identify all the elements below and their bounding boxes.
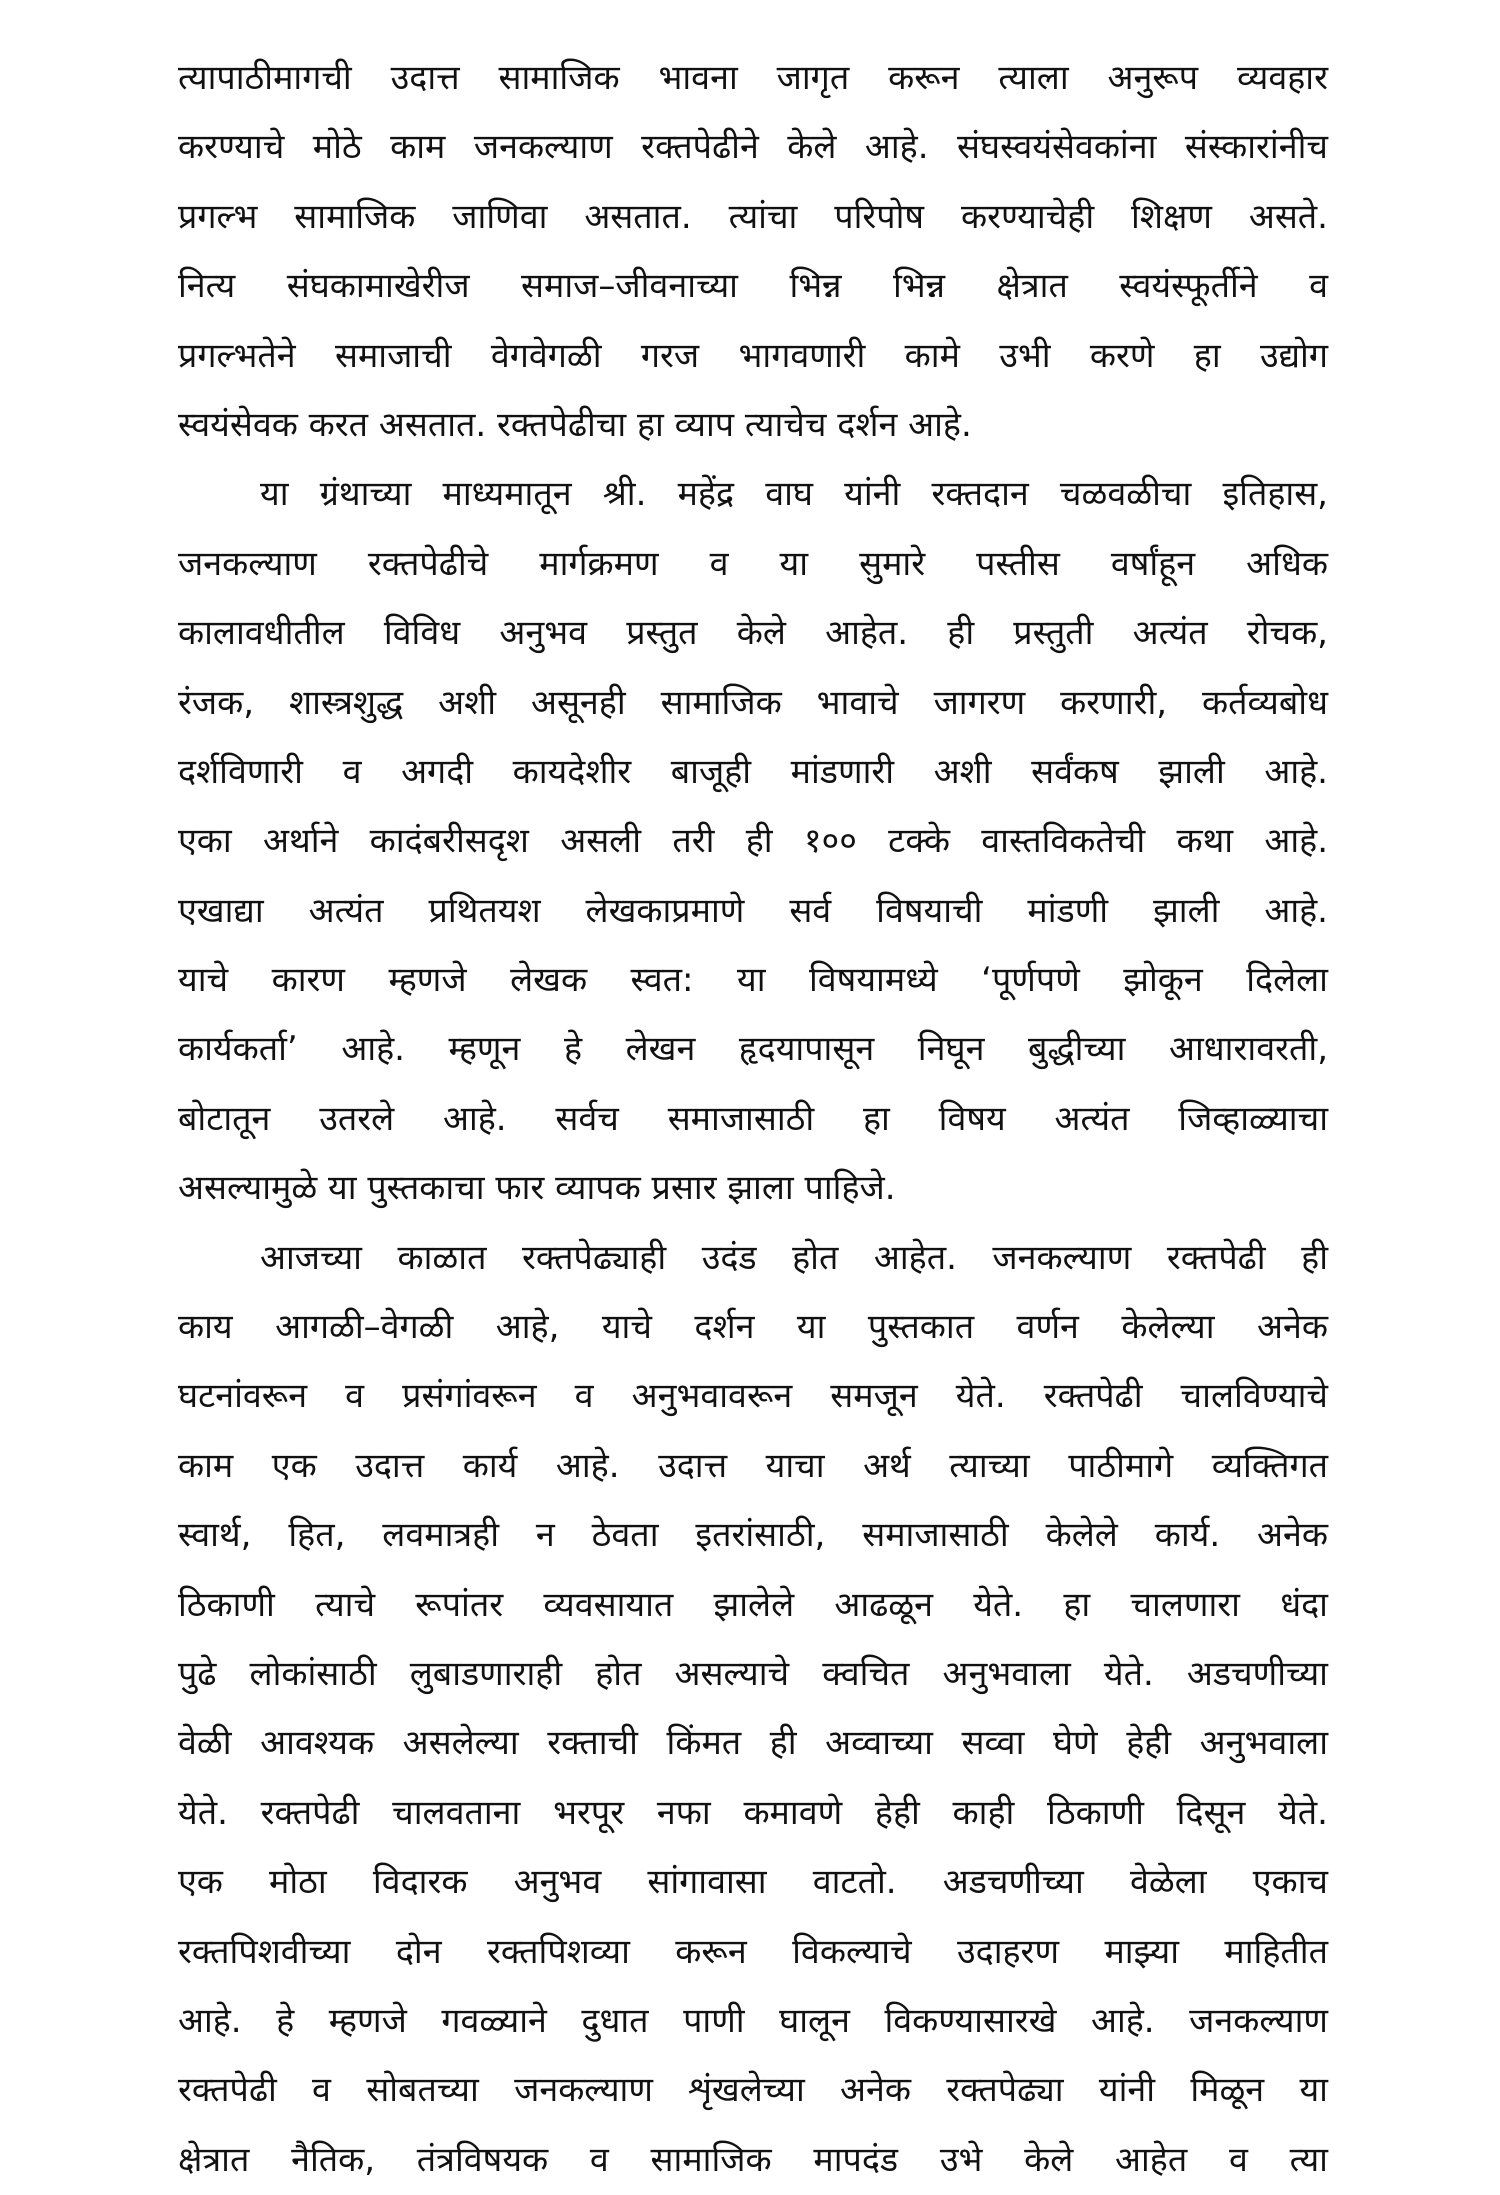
text-line: क्षेत्रात नैतिक, तंत्रविषयक व सामाजिक मापदंड उभे केले आहेत व त्या (178, 2139, 1328, 2180)
text-line: घटनांवरून व प्रसंगांवरून व अनुभवावरून समजून येते. रक्तपेढी चालविण्याचे (178, 1376, 1328, 1417)
text-line: नित्य संघकामाखेरीज समाज–जीवनाच्या भिन्न भिन्न क्षेत्रात स्वयंस्फूर्तीने व (178, 266, 1328, 307)
body-text (178, 44, 1328, 2180)
text-line: काम एक उदात्त कार्य आहे. उदात्त याचा अर्थ त्याच्या पाठीमागे व्यक्तिगत (178, 1445, 1328, 1486)
text-line: रक्तपिशवीच्या दोन रक्तपिशव्या करून विकल्याचे उदाहरण माझ्या माहितीत (178, 1931, 1328, 1972)
paragraph-3 (178, 1224, 1328, 2195)
text-line: प्रगल्भ सामाजिक जाणिवा असतात. त्यांचा परिपोष करण्याचेही शिक्षण असते. (178, 196, 1328, 237)
text-line: वेळी आवश्यक असलेल्या रक्ताची किंमत ही अव्वाच्या सव्वा घेणे हेही अनुभवाला (178, 1723, 1328, 1764)
text-line: करण्याचे मोठे काम जनकल्याण रक्तपेढीने केले आहे. संघस्वयंसेवकांना संस्कारांनीच (178, 127, 1328, 168)
text-line: स्वार्थ, हित, लवमात्रही न ठेवता इतरांसाठी, समाजासाठी केलेले कार्य. अनेक (178, 1515, 1328, 1556)
text-line: आजच्या काळात रक्तपेढ्याही उदंड होत आहेत. जनकल्याण रक्तपेढी ही (260, 1237, 1328, 1278)
text-line: स्वयंसेवक करत असतात. रक्तपेढीचा हा व्याप त्याचेच दर्शन आहे. (178, 404, 972, 445)
text-line: कार्यकर्ता’ आहे. म्हणून हे लेखन हृदयापासून निघून बुद्धीच्या आधारावरती, (178, 1029, 1328, 1070)
text-line: जनकल्याण रक्तपेढीचे मार्गक्रमण व या सुमारे पस्तीस वर्षांहून अधिक (178, 543, 1328, 584)
text-line: एका अर्थाने कादंबरीसदृश असली तरी ही १०० टक्के वास्तविकतेची कथा आहे. (178, 821, 1328, 862)
text-line: येते. रक्तपेढी चालवताना भरपूर नफा कमावणे हेही काही ठिकाणी दिसून येते. (178, 1792, 1328, 1833)
text-line: याचे कारण म्हणजे लेखक स्वत: या विषयामध्ये ‘पूर्णपणे झोकून दिलेला (178, 960, 1328, 1001)
paragraph-1 (178, 44, 1328, 460)
text-line: ठिकाणी त्याचे रूपांतर व्यवसायात झालेले आढळून येते. हा चालणारा धंदा (178, 1584, 1328, 1625)
text-line: रंजक, शास्त्रशुद्ध अशी असूनही सामाजिक भावाचे जागरण करणारी, कर्तव्यबोध (178, 682, 1328, 723)
text-line: पुढे लोकांसाठी लुबाडणाराही होत असल्याचे क्वचित अनुभवाला येते. अडचणीच्या (178, 1653, 1328, 1694)
paragraph-2 (178, 460, 1328, 1223)
text-line: काय आगळी–वेगळी आहे, याचे दर्शन या पुस्तकात वर्णन केलेल्या अनेक (178, 1307, 1328, 1348)
text-line: या ग्रंथाच्या माध्यमातून श्री. महेंद्र वाघ यांनी रक्तदान चळवळीचा इतिहास, (260, 474, 1328, 515)
text-line: रक्तपेढी व सोबतच्या जनकल्याण शृंखलेच्या अनेक रक्तपेढ्या यांनी मिळून या (178, 2070, 1328, 2111)
text-line: एखाद्या अत्यंत प्रथितयश लेखकाप्रमाणे सर्व विषयाची मांडणी झाली आहे. (178, 890, 1328, 931)
text-line: कालावधीतील विविध अनुभव प्रस्तुत केले आहेत. ही प्रस्तुती अत्यंत रोचक, (178, 613, 1328, 654)
text-line: असल्यामुळे या पुस्तकाचा फार व्यापक प्रसार झाला पाहिजे. (178, 1168, 896, 1209)
text-line: बोटातून उतरले आहे. सर्वच समाजासाठी हा विषय अत्यंत जिव्हाळ्याचा (178, 1098, 1328, 1139)
text-line: एक मोठा विदारक अनुभव सांगावासा वाटतो. अडचणीच्या वेळेला एकाच (178, 1862, 1328, 1903)
text-line: प्रगल्भतेने समाजाची वेगवेगळी गरज भागवणारी कामे उभी करणे हा उद्योग (178, 335, 1328, 376)
text-line: दर्शविणारी व अगदी कायदेशीर बाजूही मांडणारी अशी सर्वंकष झाली आहे. (178, 751, 1328, 792)
text-line: आहे. हे म्हणजे गवळ्याने दुधात पाणी घालून विकण्यासारखे आहे. जनकल्याण (178, 2000, 1328, 2041)
text-line: त्यापाठीमागची उदात्त सामाजिक भावना जागृत करून त्याला अनुरूप व्यवहार (178, 58, 1328, 98)
